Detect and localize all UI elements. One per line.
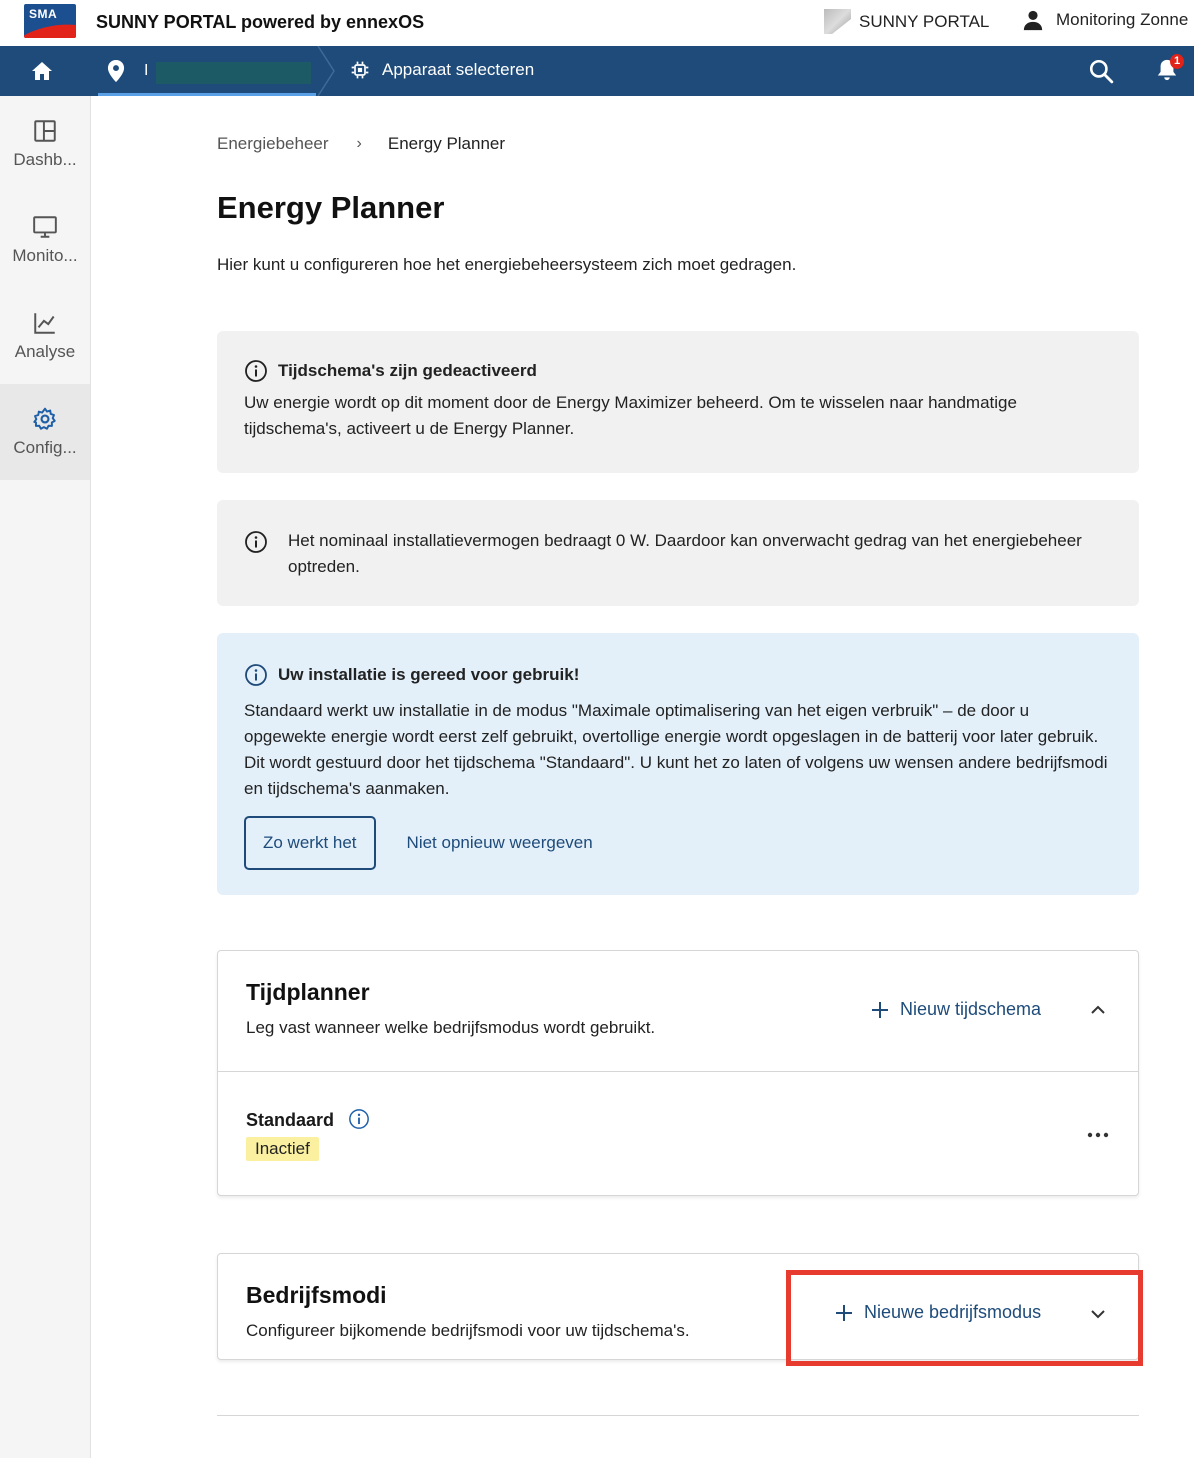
breadcrumb-parent-link[interactable]: Energiebeheer [217, 134, 329, 153]
sidebar-item-analyse[interactable] [0, 288, 90, 384]
monitor-icon [32, 214, 58, 240]
how-it-works-button[interactable]: Zo werkt het [244, 816, 376, 870]
notification-badge: 1 [1170, 54, 1184, 69]
info-icon[interactable] [348, 1108, 370, 1130]
dashboard-icon [32, 118, 58, 144]
chevron-right-icon: › [356, 135, 362, 152]
app-title: SUNNY PORTAL powered by ennexOS [96, 12, 425, 32]
user-menu[interactable] [1022, 9, 1188, 31]
info-icon [244, 530, 268, 554]
user-name: Monitoring Zonne [1056, 10, 1189, 29]
notice-text: Uw energie wordt op dit moment door de Energy Maximizer beheerd. Om te wisselen naar handmatige tijdschema's, activeert u de Energy Planner. [244, 393, 1017, 438]
annotation-highlight-box [786, 1270, 1143, 1366]
new-schedule-label: Nieuw tijdschema [900, 999, 1042, 1019]
notice-title: Uw installatie is gereed voor gebruik! [278, 665, 580, 684]
chevron-up-icon[interactable] [1090, 1002, 1106, 1018]
plant-selector[interactable] [98, 46, 316, 96]
gear-icon [32, 406, 58, 432]
divider [217, 1415, 1139, 1416]
notice-title-row [244, 662, 1111, 688]
location-pin-icon [107, 60, 125, 82]
breadcrumb-chevron-icon [316, 46, 338, 96]
notice-title-row [244, 358, 1111, 384]
installed-power-notice [217, 500, 1139, 606]
card-title: Tijdplanner [246, 979, 370, 1005]
status-badge: Inactief [246, 1137, 319, 1161]
breadcrumb [217, 134, 505, 154]
sidebar-item-configuration[interactable] [0, 384, 90, 480]
sidebar-item-dashboard[interactable] [0, 96, 90, 192]
sidebar-item-monitoring[interactable] [0, 192, 90, 288]
plus-icon [870, 1000, 890, 1020]
redacted-plant-name [156, 62, 311, 84]
device-select-label: Apparaat selecteren [382, 60, 535, 79]
card-header-text [246, 979, 655, 1038]
schedules-deactivated-notice [217, 331, 1139, 473]
card-subtitle: Leg vast wanneer welke bedrijfsmodus wordt gebruikt. [246, 1018, 656, 1037]
search-icon [1088, 58, 1114, 84]
sma-logo[interactable] [24, 4, 76, 38]
plant-name: I [144, 62, 149, 79]
info-icon [244, 663, 268, 687]
device-chip-icon [350, 60, 370, 80]
new-schedule-button[interactable] [870, 999, 1041, 1020]
search-button[interactable] [1088, 58, 1114, 89]
logo-text: SMA [29, 7, 58, 21]
dont-show-again-link[interactable]: Niet opnieuw weergeven [406, 833, 593, 852]
line-chart-icon [32, 310, 58, 336]
sunny-portal-link[interactable] [824, 9, 989, 34]
sunny-portal-icon [824, 9, 851, 34]
sidebar [0, 96, 91, 1458]
installation-ready-notice [217, 633, 1139, 895]
home-button[interactable] [30, 59, 54, 88]
info-icon [244, 359, 268, 383]
notice-actions [244, 816, 1111, 870]
divider [218, 1071, 1138, 1072]
notice-title: Tijdschema's zijn gedeactiveerd [278, 361, 537, 380]
home-icon [30, 59, 54, 83]
notice-text: Standaard werkt uw installatie in de modus "Maximale optimalisering van het eigen verbruik" – de door u opgewekte energie wordt eerst zelf gebruikt, overtollige energie wordt opgeslagen in de batterij voor later gebruik. Dit wordt gestuurd door het tijdschema "Standaard". U kunt het zo laten of volgens uw wensen andere bedrijfsmodi en tijdschema's aanmaken. [244, 701, 1108, 798]
logo-swoosh [24, 20, 76, 38]
page-title: Energy Planner [217, 190, 445, 225]
page-description: Hier kunt u configureren hoe het energiebeheersysteem zich moet gedragen. [217, 255, 797, 274]
card-title: Bedrijfsmodi [246, 1282, 387, 1308]
navigation-bar [0, 46, 1194, 96]
sidebar-item-label: Config... [13, 438, 77, 457]
device-selector[interactable] [350, 60, 534, 80]
schedule-name: Standaard [246, 1110, 335, 1130]
top-header [0, 0, 1194, 46]
more-options-icon[interactable] [1087, 1131, 1109, 1139]
card-header-text [246, 1282, 690, 1341]
sunny-portal-label: SUNNY PORTAL [859, 11, 990, 31]
notifications-button[interactable] [1156, 55, 1181, 87]
sidebar-item-label: Monito... [12, 246, 78, 265]
sidebar-item-label: Dashb... [13, 150, 77, 169]
user-icon [1022, 9, 1044, 31]
notice-text: Het nominaal installatievermogen bedraagt 0 W. Daardoor kan onverwacht gedrag van het energiebeheer optreden. [288, 531, 1082, 576]
breadcrumb-current: Energy Planner [387, 134, 506, 153]
card-subtitle: Configureer bijkomende bedrijfsmodi voor uw tijdschema's. [246, 1321, 690, 1340]
tijdplanner-card [217, 950, 1139, 1196]
new-operating-mode-label: Nieuwe bedrijfsmodus [864, 1302, 1042, 1322]
sidebar-item-label: Analyse [14, 342, 76, 361]
